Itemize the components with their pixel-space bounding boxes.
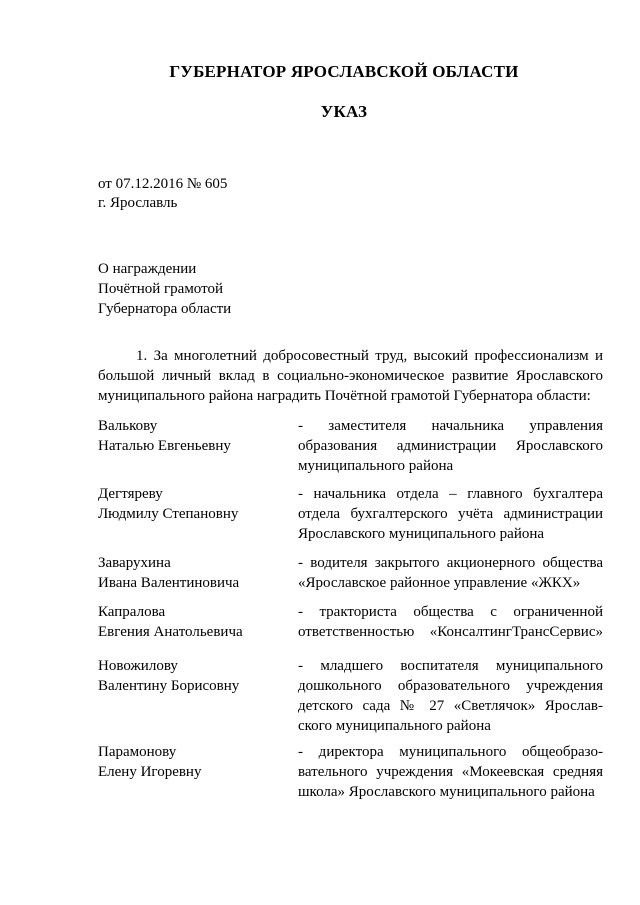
recipient-surname: Валькову [98, 418, 158, 434]
position-line: ответственностью «КонсалтингТрансСервис» [298, 624, 603, 640]
document-heading-governor: ГУБЕРНАТОР ЯРОСЛАВСКОЙ ОБЛАСТИ [169, 62, 519, 81]
position-line: образования администрации Ярославского [298, 438, 603, 454]
decree-city: г. Ярославль [98, 195, 178, 211]
award-recipient-name [98, 656, 239, 696]
position-line: Ярославского муниципального района [298, 526, 545, 542]
decree-subject-line: Почётной грамотой [98, 281, 223, 297]
recipient-given-names: Валентину Борисовну [98, 678, 240, 694]
document-heading-decree: УКАЗ [320, 102, 368, 121]
position-line: - заместителя начальника управления [298, 418, 603, 434]
paragraph-1: 1. За многолетний добросовестный труд, высокий профессионализм и большой личный вклад в социально-экономическое развитие Ярославского муниципального района наградить Почётной грамотой Губернатора области: [98, 348, 603, 404]
recipient-given-names: Людмилу Степановну [98, 506, 239, 522]
award-recipient-position [298, 416, 603, 476]
recipient-given-names: Ивана Валентиновича [98, 575, 240, 591]
recipient-given-names: Елену Игоревну [98, 764, 202, 780]
position-line: дошкольного образовательного учреждения [298, 678, 603, 694]
recipient-surname: Новожилову [98, 658, 178, 674]
award-recipient-name [98, 602, 243, 642]
award-recipient-position [298, 484, 603, 544]
position-line: - директора муниципального общеобразо- [298, 744, 603, 760]
position-line: - тракториста общества с ограниченной [298, 604, 603, 620]
decree-subject-line: Губернатора области [98, 301, 232, 317]
award-recipient-position [298, 553, 603, 593]
recipient-surname: Дегтяреву [98, 486, 163, 502]
position-line: - начальника отдела – главного бухгалтера [298, 486, 603, 502]
award-recipient-name [98, 742, 201, 782]
position-line: школа» Ярославского муниципального района [298, 784, 595, 800]
position-line: - младшего воспитателя муниципального [298, 658, 603, 674]
position-line: - водителя закрытого акционерного общества [298, 555, 603, 571]
recipient-surname: Парамонову [98, 744, 177, 760]
position-line: вательного учреждения «Мокеевская средняя [298, 764, 603, 780]
award-recipient-position [298, 602, 603, 642]
recipient-surname: Заварухина [98, 555, 171, 571]
position-line: детского сада № 27 «Светлячок» Ярослав- [298, 698, 603, 714]
position-line: ского муниципального района [298, 718, 491, 734]
award-recipient-position [298, 656, 603, 736]
decree-subject [98, 259, 231, 319]
recipient-given-names: Евгения Анатольевича [98, 624, 243, 640]
award-recipient-name [98, 484, 238, 524]
decree-subject-line: О награждении [98, 261, 197, 277]
decree-date-number: от 07.12.2016 № 605 [98, 176, 228, 192]
position-line: «Ярославское районное управление «ЖКХ» [298, 575, 581, 591]
recipient-surname: Капралова [98, 604, 166, 620]
recipient-given-names: Наталью Евгеньевну [98, 438, 231, 454]
award-recipient-name [98, 416, 231, 456]
position-line: муниципального района [298, 458, 454, 474]
award-recipient-position [298, 742, 603, 802]
position-line: отдела бухгалтерского учёта администрации [298, 506, 603, 522]
award-recipient-name [98, 553, 239, 593]
